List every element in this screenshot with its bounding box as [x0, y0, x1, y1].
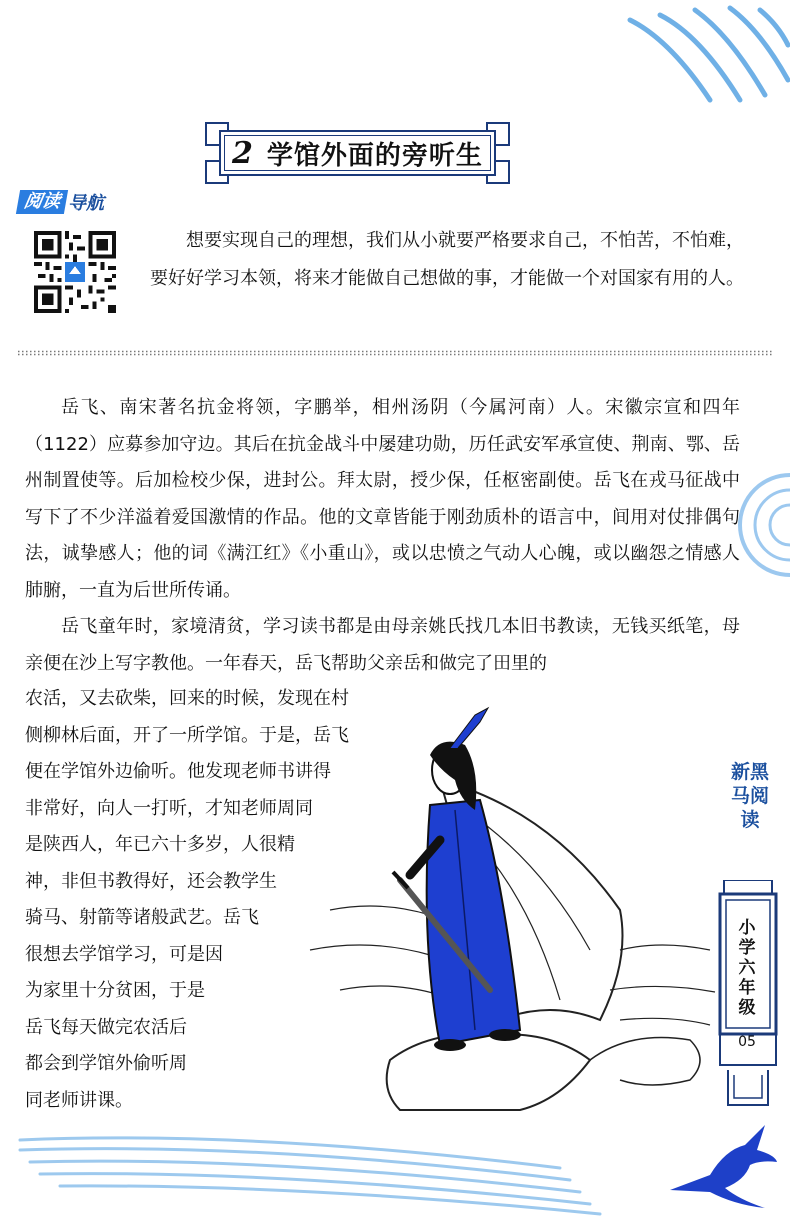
article-paragraph-1: 岳飞、南宋著名抗金将领，字鹏举，相州汤阴（今属河南）人。宋徽宗宣和四年（1122）应募参加守边。其后在抗金战斗中屡建功勋，历任武安军承宣使、荆南、鄂、岳州制置使等。后加检校少保，进封公。拜太尉，授少保，任枢密副使。岳飞在戎马征战中写下了不少洋溢着爱国激情的作品。他的文章皆能于刚劲质朴的语言中，间用对仗排偶句法，诚挚感人；他的词《满江红》《小重山》，或以忠愤之气动人心魄，或以幽怨之情感人肺腑，一直为后世所传诵。 — [25, 397, 740, 601]
lesson-number: 2 — [232, 135, 253, 171]
intro-paragraph: 想要实现自己的理想，我们从小就要严格要求自己，不怕苦，不怕难，要好好学习本领，将来才能做自己想做的事，才能做一个对国家有用的人。 — [150, 230, 744, 289]
reading-guide-label-part2: 导航 — [68, 193, 104, 214]
wrapped-line: 侧柳林后面，开了一所学馆。于是，岳飞 — [25, 724, 349, 746]
wrapped-line: 骑马、射箭等诸般武艺。岳飞 — [25, 907, 259, 928]
bird-icon — [665, 1120, 780, 1210]
series-title: 新黑马阅读 — [730, 761, 769, 831]
yue-fei-illustration — [290, 700, 720, 1120]
article-paragraph-2-start: 岳飞童年时，家境清贫，学习读书都是由母亲姚氏找几本旧书教读，无钱买纸笔，母亲便在沙上写字教他。一年春天，岳飞帮助父亲岳和做完了田里的 — [25, 616, 740, 674]
wave-decoration-top-right — [600, 0, 790, 120]
lesson-title-frame — [205, 122, 510, 184]
wrapped-line: 岳飞每天做完农活后 — [25, 1016, 187, 1038]
wrapped-line: 都会到学馆外偷听周 — [25, 1053, 187, 1074]
grade-label: 小学六年级 — [738, 918, 756, 1018]
wrapped-line: 为家里十分贫困，于是 — [25, 980, 205, 1001]
wrapped-line: 农活，又去砍柴，回来的时候，发现在村 — [25, 688, 349, 709]
dotted-divider — [18, 350, 773, 356]
lesson-title-text: 学馆外面的旁听生 — [266, 140, 483, 171]
lesson-title — [219, 130, 496, 176]
wrapped-line: 同老师讲课。 — [25, 1089, 133, 1111]
wrapped-line: 神，非但书教得好，还会教学生 — [25, 870, 277, 892]
wrapped-line: 非常好，向人一打听，才知老师周同 — [25, 797, 313, 819]
wrapped-line: 便在学馆外边偷听。他发现老师书讲得 — [25, 761, 331, 782]
page-number: 05 — [738, 1034, 756, 1050]
wrapped-line: 很想去学馆学习，可是因 — [25, 943, 223, 965]
circle-decoration-right — [735, 470, 790, 580]
wrapped-line: 是陕西人，年已六十多岁，人很精 — [25, 834, 295, 855]
reading-guide-label — [18, 190, 104, 214]
reading-guide-label-part1: 阅读 — [16, 190, 68, 214]
qr-code-icon[interactable] — [34, 231, 116, 313]
article-body — [25, 390, 740, 682]
series-sidebar — [722, 760, 778, 832]
reading-guide-intro — [150, 222, 750, 298]
